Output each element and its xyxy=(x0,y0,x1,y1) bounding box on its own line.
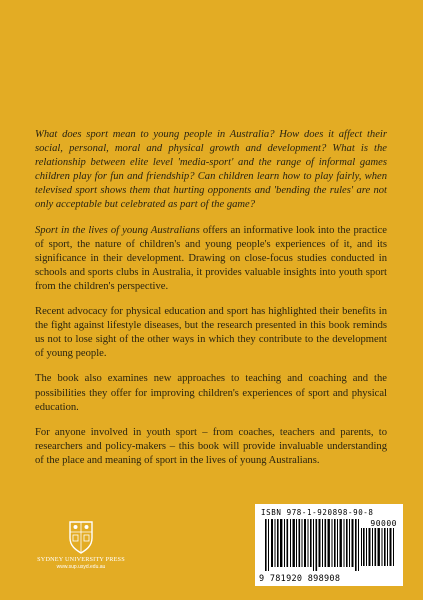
price-code: 90000 xyxy=(370,519,397,528)
publisher-url: www.sup.usyd.edu.au xyxy=(56,564,106,570)
blurb-description-paragraph xyxy=(35,224,387,294)
blurb-question-paragraph: What does sport mean to young people in Australia? How does it affect their social, personal, moral and physical growth and development? What is the relationship between elite level 'media-sport' and the range of informal games children play for fun and friendship? Can children learn how to play fairly, when televised sport shows them that hurting opponents and 'bending the rules' are not only acceptable but celebrated as part of the game? xyxy=(35,129,387,211)
university-crest-icon xyxy=(68,520,94,554)
blurb-description-text: offers an informative look into the practice of sport, the nature of children's and young people's experiences of it, and its significance in their development. Drawing on close-focus studies conducted in schools and sports clubs in Australia, it provides valuable insights into youth sport from the children's perspective. xyxy=(35,224,387,292)
isbn-text: ISBN 978-1-920898-90-8 xyxy=(261,508,374,517)
book-title-inline: Sport in the lives of young Australians xyxy=(35,224,200,236)
blurb-advocacy-paragraph: Recent advocacy for physical education and sport has highlighted their benefits in the fight against lifestyle diseases, but the research presented in this book reminds us not to lose sight of the other ways in which they contribute to the development of young people. xyxy=(35,306,387,360)
publisher-block xyxy=(36,520,126,590)
publisher-name: SYDNEY UNIVERSITY PRESS xyxy=(37,556,125,563)
barcode-box xyxy=(255,504,403,586)
blurb-text xyxy=(35,128,387,479)
blurb-audience-paragraph: For anyone involved in youth sport – from coaches, teachers and parents, to researchers and policy-makers – this book will provide invaluable understanding of the place and meaning of sport in the lives of young Australians. xyxy=(35,426,387,466)
barcode-digits: 9 781920 898908 xyxy=(259,574,341,584)
blurb-approaches-paragraph: The book also examines new approaches to teaching and coaching and the possibilities they offer for improving children's experiences of sport and physical education. xyxy=(35,373,387,413)
